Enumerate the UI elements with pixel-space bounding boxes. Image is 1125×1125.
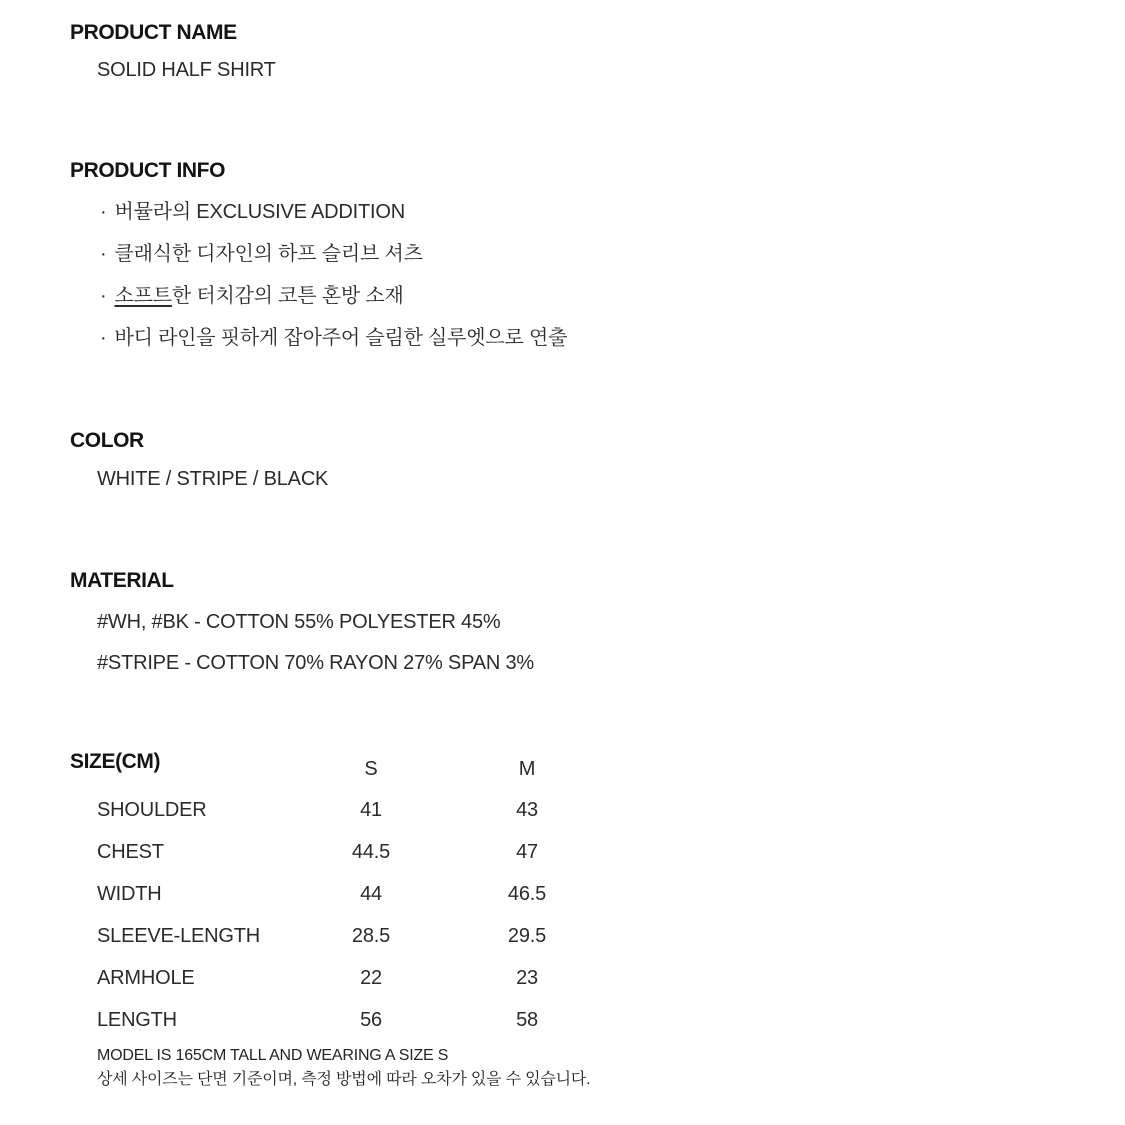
size-column-s: S bbox=[364, 758, 378, 780]
size-value-s: 56 bbox=[360, 1009, 382, 1031]
size-table-row bbox=[70, 882, 650, 908]
size-disclaimer-note: 상세 사이즈는 단면 기준이며, 측정 방법에 따라 오차가 있을 수 있습니다. bbox=[97, 1071, 591, 1088]
size-value-m: 58 bbox=[516, 1009, 538, 1031]
bullet-dot-icon: · bbox=[100, 285, 107, 307]
bullet-dot-icon: · bbox=[100, 327, 107, 349]
size-table-row bbox=[70, 1008, 650, 1034]
size-table-row bbox=[70, 798, 650, 824]
size-table-row bbox=[70, 966, 650, 992]
size-value-s: 28.5 bbox=[351, 925, 391, 947]
product-name-value: SOLID HALF SHIRT bbox=[97, 59, 276, 81]
product-info-bullet bbox=[100, 326, 567, 350]
product-info-bullet bbox=[100, 284, 404, 308]
size-row-label: WIDTH bbox=[97, 883, 162, 905]
bullet-dot-icon: · bbox=[100, 201, 107, 223]
size-table-heading: SIZE(CM) bbox=[70, 750, 161, 773]
size-row-label: ARMHOLE bbox=[97, 967, 195, 989]
size-table-row bbox=[70, 924, 650, 950]
size-column-m: M bbox=[518, 758, 536, 780]
bullet-text: 클래식한 디자인의 하프 슬리브 셔츠 bbox=[114, 243, 423, 265]
color-value: WHITE / STRIPE / BLACK bbox=[97, 468, 329, 490]
size-value-s: 22 bbox=[360, 967, 382, 989]
size-value-m: 23 bbox=[516, 967, 538, 989]
bullet-dot-icon: · bbox=[100, 243, 107, 265]
bullet-text: 한 터치감의 코튼 혼방 소재 bbox=[171, 285, 404, 307]
size-value-m: 43 bbox=[516, 799, 538, 821]
size-value-m: 46.5 bbox=[507, 883, 547, 905]
size-row-label: CHEST bbox=[97, 841, 164, 863]
size-table-row bbox=[70, 840, 650, 866]
material-heading: MATERIAL bbox=[70, 569, 174, 592]
bullet-text: 버뮬라의 EXCLUSIVE ADDITION bbox=[114, 201, 405, 223]
size-row-label: SHOULDER bbox=[97, 799, 207, 821]
bullet-text: 바디 라인을 핏하게 잡아주어 슬림한 실루엣으로 연출 bbox=[114, 327, 568, 349]
size-row-label: LENGTH bbox=[97, 1009, 177, 1031]
bullet-text-underlined: 소프트 bbox=[114, 285, 172, 307]
size-value-m: 47 bbox=[516, 841, 538, 863]
size-value-s: 44.5 bbox=[351, 841, 391, 863]
product-name-heading: PRODUCT NAME bbox=[70, 21, 237, 44]
color-heading: COLOR bbox=[70, 429, 144, 452]
size-value-m: 29.5 bbox=[507, 925, 547, 947]
product-info-heading: PRODUCT INFO bbox=[70, 159, 226, 182]
size-row-label: SLEEVE-LENGTH bbox=[97, 925, 261, 947]
model-size-note: MODEL IS 165CM TALL AND WEARING A SIZE S bbox=[97, 1047, 449, 1064]
material-line: #STRIPE - COTTON 70% RAYON 27% SPAN 3% bbox=[97, 652, 534, 674]
material-line: #WH, #BK - COTTON 55% POLYESTER 45% bbox=[97, 611, 501, 633]
product-info-bullet bbox=[100, 242, 423, 266]
size-value-s: 44 bbox=[360, 883, 382, 905]
product-info-bullet bbox=[100, 200, 405, 224]
size-value-s: 41 bbox=[360, 799, 382, 821]
